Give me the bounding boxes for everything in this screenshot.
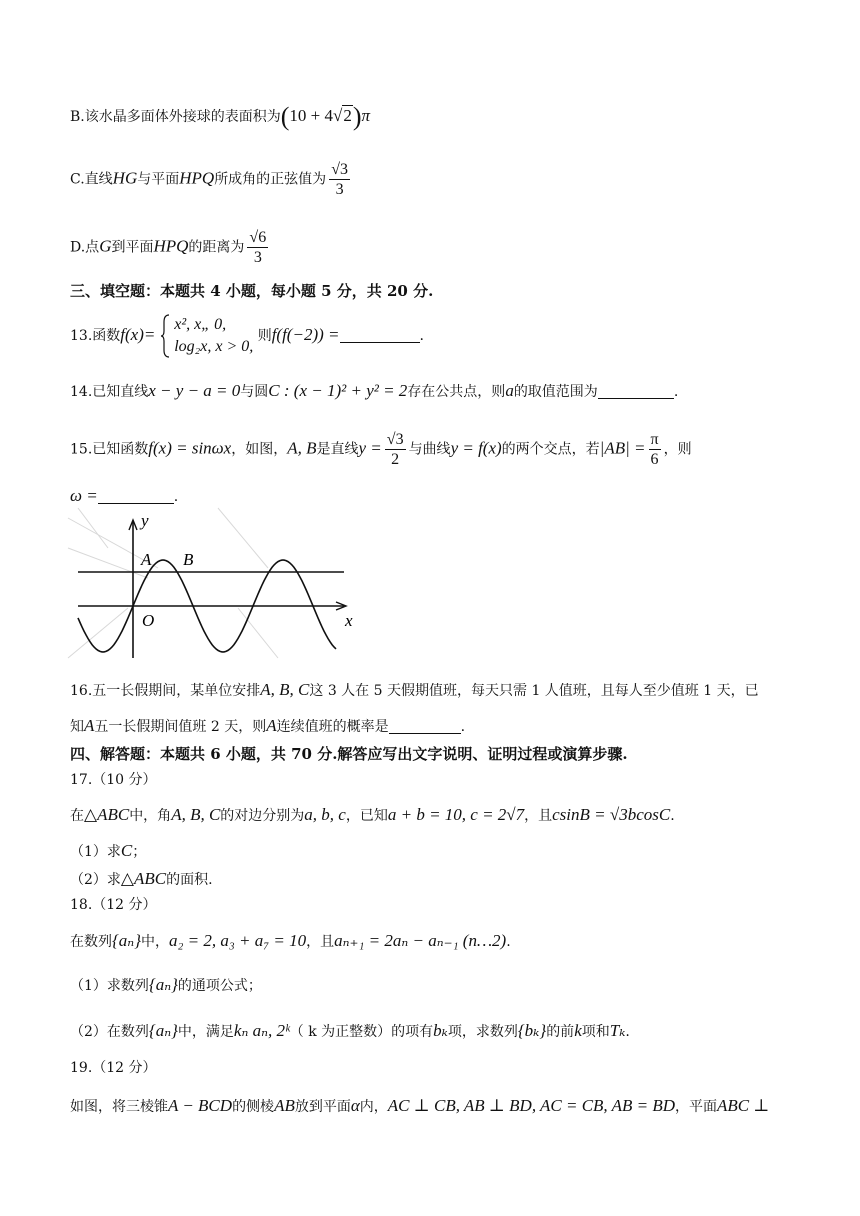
question-15-answer-line bbox=[70, 486, 178, 507]
q13-case-1: x², x„ 0, bbox=[174, 316, 227, 333]
q14-line: x − y − a = 0 bbox=[148, 381, 241, 400]
q18-p2-d: （ k 为正整数）的项有 bbox=[289, 1024, 434, 1040]
point-b-label: B bbox=[183, 550, 194, 569]
q17-p1-label: （1）求 bbox=[70, 844, 121, 860]
q18-statement bbox=[70, 931, 511, 952]
option-b-radicand: 2 bbox=[343, 106, 352, 125]
q17-t5: ，且 bbox=[524, 808, 553, 824]
q15-ab: |AB| = bbox=[599, 438, 646, 458]
q16-text-1: 16.五一长假期间，某单位安排 bbox=[70, 683, 261, 699]
q13-end: . bbox=[419, 328, 424, 344]
q18-p2-seq-2: {bₖ} bbox=[517, 1021, 547, 1040]
q19-alpha: α bbox=[350, 1096, 360, 1115]
option-b: B.该水晶多面体外接球的表面积为(10 + 4√2)π bbox=[70, 102, 371, 131]
q15-end: . bbox=[173, 489, 179, 505]
q15-curve: y = f(x) bbox=[450, 438, 502, 458]
q14-prefix: 14.已知直线 bbox=[70, 384, 149, 400]
option-c-fraction bbox=[329, 160, 350, 199]
question-13 bbox=[70, 314, 424, 358]
origin-label: O bbox=[142, 611, 155, 630]
option-d-fraction bbox=[247, 228, 268, 267]
q14-circle: C : (x − 1)² + y² = 2 bbox=[268, 381, 408, 400]
q17-t3: 的对边分别为 bbox=[220, 808, 305, 824]
q17-part-1 bbox=[70, 841, 146, 862]
q18-t3: ，且 bbox=[306, 934, 335, 950]
section-4-heading: 四、解答题：本题共 6 小题，共 70 分.解答应写出文字说明、证明过程或演算步骤. bbox=[70, 745, 628, 763]
option-d-prefix: D.点 bbox=[70, 239, 100, 256]
option-d-numerator: √6 bbox=[249, 229, 267, 246]
q14-mid: 与圆 bbox=[240, 384, 269, 400]
option-b-pi: π bbox=[361, 106, 371, 125]
q18-t1: 在数列 bbox=[70, 934, 112, 950]
q13-then: 则 bbox=[257, 328, 272, 344]
q16-end: . bbox=[460, 719, 466, 735]
q16-answer-blank[interactable] bbox=[389, 733, 461, 734]
q17-heading: 17.（10 分） bbox=[70, 772, 157, 788]
q17-triangle: △ABC bbox=[84, 805, 130, 824]
option-b-text: B.该水晶多面体外接球的表面积为 bbox=[70, 109, 281, 125]
option-c-prefix: C.直线 bbox=[70, 171, 113, 188]
q18-p2-e: 项，求数列 bbox=[447, 1024, 518, 1040]
option-d bbox=[70, 228, 271, 267]
q19-edge: AB bbox=[274, 1096, 295, 1115]
q13-number: 13.函数 bbox=[70, 328, 121, 344]
q18-condition: a₂ = 2, a₃ + a₇ = 10 bbox=[169, 931, 307, 950]
q15-mid2: 是直线 bbox=[316, 441, 359, 458]
q19-plane: ABC ⊥ bbox=[717, 1096, 770, 1115]
q19-statement bbox=[70, 1096, 769, 1117]
q18-p2-bk: bₖ bbox=[433, 1021, 448, 1040]
q16-text-5: 连续值班的概率是 bbox=[276, 719, 389, 735]
q13-case-2: log₂x, x > 0, bbox=[174, 338, 254, 355]
question-16-line-1 bbox=[70, 680, 759, 701]
option-c-line: HG bbox=[112, 168, 138, 188]
q15-mid: ，如图， bbox=[231, 441, 288, 458]
q16-person-a: A bbox=[84, 716, 95, 735]
q17-condition-2: csinB = √3bcosC bbox=[552, 805, 671, 824]
q17-t1: 在 bbox=[70, 808, 84, 824]
option-c bbox=[70, 160, 353, 199]
q18-p1-seq: {aₙ} bbox=[148, 975, 178, 994]
q19-t1: 如图，将三棱锥 bbox=[70, 1099, 168, 1115]
q13-answer-blank[interactable] bbox=[340, 342, 420, 343]
q15-denominator-2: 6 bbox=[650, 451, 659, 468]
q15-points: A, B bbox=[287, 438, 317, 458]
section-3-heading: 三、填空题：本题共 4 小题，每小题 5 分，共 20 分. bbox=[70, 282, 434, 300]
q19-heading: 19.（12 分） bbox=[70, 1060, 157, 1076]
q17-p2-var: △ABC bbox=[120, 869, 167, 888]
x-axis-label: x bbox=[345, 611, 353, 630]
q17-t2: 中，角 bbox=[129, 808, 172, 824]
q15-numerator: √3 bbox=[386, 431, 404, 448]
q16-text-3: 知 bbox=[70, 719, 84, 735]
q15-yeq: y = bbox=[358, 438, 382, 458]
q15-prefix: 15.已知函数 bbox=[70, 441, 149, 458]
q19-t3: 放到平面 bbox=[294, 1099, 351, 1115]
q18-p2-t: Tₖ bbox=[609, 1021, 626, 1040]
q18-part-1 bbox=[70, 975, 262, 996]
q13-cases bbox=[174, 314, 253, 358]
q19-condition: AC ⊥ CB, AB ⊥ BD, AC = CB, AB = BD bbox=[387, 1096, 676, 1115]
q18-heading: 18.（12 分） bbox=[70, 897, 157, 913]
q16-text-4: 五一长假期间值班 2 天，则 bbox=[94, 719, 267, 735]
q18-p2-k: k bbox=[574, 1021, 582, 1040]
question-16-line-2 bbox=[70, 716, 465, 737]
option-c-denominator: 3 bbox=[335, 181, 344, 198]
q15-denominator: 2 bbox=[391, 451, 400, 468]
q15-omega: ω = bbox=[70, 486, 98, 505]
q18-p2-label: （2）在数列 bbox=[70, 1024, 149, 1040]
q14-var: a bbox=[505, 381, 514, 400]
q15-mid3: 与曲线 bbox=[408, 441, 451, 458]
q18-part-2 bbox=[70, 1021, 630, 1042]
q17-p1-var: C bbox=[120, 841, 133, 860]
q15-mid4: 的两个交点，若 bbox=[501, 441, 600, 458]
sine-graph bbox=[68, 508, 353, 666]
q17-angles: A, B, C bbox=[171, 805, 221, 824]
option-d-post: 的距离为 bbox=[188, 239, 245, 256]
graph-background bbox=[68, 508, 350, 666]
option-c-plane: HPQ bbox=[179, 168, 215, 188]
q19-t4: 内， bbox=[359, 1099, 388, 1115]
q16-person-a-2: A bbox=[266, 716, 277, 735]
q16-people: A, B, C bbox=[260, 680, 310, 699]
q17-p1-end: ； bbox=[132, 844, 147, 860]
q19-t2: 的侧棱 bbox=[232, 1099, 275, 1115]
option-c-numerator: √3 bbox=[331, 161, 348, 178]
option-c-mid: 与平面 bbox=[137, 171, 180, 188]
option-d-plane: HPQ bbox=[153, 236, 189, 256]
q15-function: f(x) = sinωx bbox=[148, 438, 232, 458]
q15-fraction-2 bbox=[649, 430, 661, 469]
q15-fraction bbox=[385, 430, 406, 469]
q17-end: . bbox=[670, 808, 675, 824]
q14-answer-blank[interactable] bbox=[598, 398, 674, 399]
option-b-expr: 10 + 4 bbox=[289, 106, 334, 125]
q17-p2-label: （2）求 bbox=[70, 872, 121, 888]
q18-p2-end: . bbox=[625, 1024, 630, 1040]
q18-p2-seq: {aₙ} bbox=[148, 1021, 178, 1040]
option-d-point: G bbox=[99, 236, 112, 256]
q17-part-2 bbox=[70, 869, 213, 890]
q17-condition: a + b = 10, c = 2√7 bbox=[387, 805, 525, 824]
q18-recurrence: aₙ₊₁ = 2aₙ − aₙ₋₁ (n…2) bbox=[334, 931, 507, 950]
q14-post: 存在公共点，则 bbox=[407, 384, 506, 400]
q15-post: ，则 bbox=[663, 441, 692, 458]
q18-p2-cond: kₙ aₙ, 2ᵏ bbox=[233, 1021, 290, 1040]
q18-p1-end: 的通项公式； bbox=[177, 978, 262, 994]
q18-t2: 中， bbox=[141, 934, 169, 950]
q14-end: . bbox=[673, 384, 679, 400]
q13-function: f(x)= bbox=[120, 325, 156, 344]
option-c-post: 所成角的正弦值为 bbox=[214, 171, 327, 188]
question-15 bbox=[70, 430, 692, 469]
q18-end: . bbox=[506, 934, 511, 950]
q17-sides: a, b, c bbox=[304, 805, 346, 824]
option-d-mid: 到平面 bbox=[111, 239, 154, 256]
q18-p2-b: 中，满足 bbox=[177, 1024, 234, 1040]
q19-pyramid: A − BCD bbox=[168, 1096, 233, 1115]
brace-icon bbox=[160, 314, 170, 358]
q17-statement bbox=[70, 805, 675, 826]
question-14 bbox=[70, 381, 678, 402]
q17-t4: ，已知 bbox=[345, 808, 388, 824]
option-d-denominator: 3 bbox=[253, 249, 262, 266]
q14-post2: 的取值范围为 bbox=[513, 384, 598, 400]
q16-text-2: 这 3 人在 5 天假期值班，每天只需 1 人值班，且每人至少值班 1 天，已 bbox=[309, 683, 759, 699]
q19-t5: ，平面 bbox=[675, 1099, 718, 1115]
q17-p2-end: 的面积. bbox=[166, 872, 213, 888]
q15-answer-blank[interactable] bbox=[98, 503, 174, 504]
y-axis-label: y bbox=[141, 511, 149, 530]
q15-numerator-2: π bbox=[650, 431, 659, 448]
q18-p2-f: 的前 bbox=[546, 1024, 575, 1040]
q18-p2-g: 项和 bbox=[581, 1024, 610, 1040]
q18-p1-label: （1）求数列 bbox=[70, 978, 149, 994]
point-a-label: A bbox=[141, 550, 152, 569]
q18-seq: {aₙ} bbox=[112, 931, 141, 950]
q13-expression: f(f(−2)) = bbox=[271, 325, 340, 344]
